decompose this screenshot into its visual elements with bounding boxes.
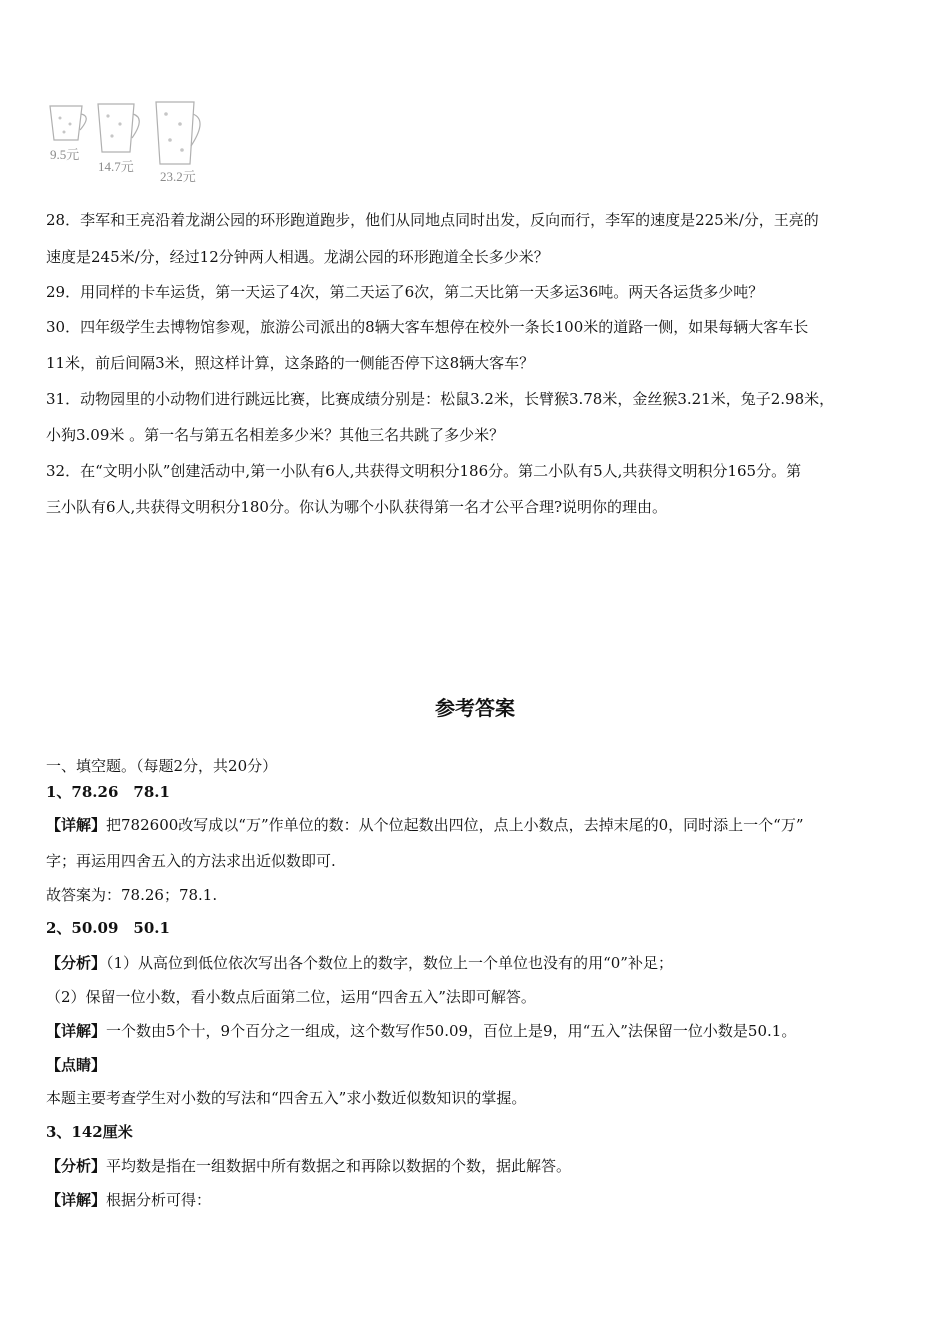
analysis-tag: 【分析】 — [46, 954, 107, 972]
answer-2-point-tag — [46, 1055, 106, 1075]
question-30-line-1: 30．四年级学生去博物馆参观，旅游公司派出的8辆大客车想停在校外一条长100米的道路一侧，如果每辆大客车长 — [46, 318, 809, 336]
detail-text: 一个数由5个十，9个百分之一组成，这个数写作50.09，百位上是9，用“五入”法保留一位小数是50.1。 — [106, 1022, 797, 1040]
analysis-text: （1）从高位到低位依次写出各个数位上的数字，数位上一个单位也没有的用“0”补足； — [106, 954, 673, 972]
cup-price-1: 9.5元 — [50, 147, 80, 162]
answer-2-point: 本题主要考查学生对小数的写法和“四舍五入”求小数近似数知识的掌握。 — [46, 1089, 527, 1107]
detail-tag: 【详解】 — [46, 816, 107, 834]
answer-1-value: 1、78.26 78.1 — [46, 783, 170, 801]
answer-2-analysis-line-2: （2）保留一位小数，看小数点后面第二位，运用“四舍五入”法即可解答。 — [46, 988, 536, 1006]
question-32-line-1: 32．在“文明小队”创建活动中,第一小队有6人,共获得文明积分186分。第二小队有5人,共获得文明积分165分。第 — [46, 462, 802, 480]
answer-3-analysis — [46, 1156, 571, 1176]
answers-title: 参考答案 — [435, 696, 515, 720]
cup-price-2: 14.7元 — [98, 159, 134, 174]
detail-tag: 【详解】 — [46, 1191, 107, 1209]
analysis-tag: 【分析】 — [46, 1157, 107, 1175]
point-tag: 【点睛】 — [46, 1056, 107, 1074]
question-31-line-1: 31．动物园里的小动物们进行跳远比赛，比赛成绩分别是：松鼠3.2米，长臂猴3.78米，金丝猴3.21米，兔子2.98米， — [46, 390, 835, 408]
answer-1-detail-line-2: 字；再运用四舍五入的方法求出近似数即可. — [46, 852, 336, 870]
cup-price-3: 23.2元 — [160, 169, 196, 184]
answer-2-value: 2、50.09 50.1 — [46, 919, 170, 937]
analysis-text: 平均数是指在一组数据中所有数据之和再除以数据的个数，据此解答。 — [106, 1157, 572, 1175]
answer-3-value: 3、142厘米 — [46, 1123, 133, 1141]
detail-text: 根据分析可得： — [106, 1191, 212, 1209]
answer-1-detail-line-1 — [46, 815, 804, 835]
answers-section-heading: 一、填空题。（每题2分，共20分） — [46, 757, 278, 775]
question-31-line-2: 小狗3.09米 。第一名与第五名相差多少米？其他三名共跳了多少米？ — [46, 426, 505, 444]
answer-1 — [46, 782, 170, 802]
question-28-line-1: 28．李军和王亮沿着龙湖公园的环形跑道跑步，他们从同地点同时出发，反向而行，李军的速度是225米/分，王亮的 — [46, 211, 819, 229]
question-28-line-2: 速度是245米/分，经过12分钟两人相遇。龙湖公园的环形跑道全长多少米？ — [46, 248, 549, 266]
answer-2 — [46, 918, 170, 938]
question-29: 29．用同样的卡车运货，第一天运了4次，第二天运了6次，第二天比第一天多运36吨。两天各运货多少吨？ — [46, 283, 764, 301]
question-32-line-2: 三小队有6人,共获得文明积分180分。你认为哪个小队获得第一名才公平合理?说明你的理由。 — [46, 498, 667, 516]
answer-2-detail — [46, 1021, 796, 1041]
detail-tag: 【详解】 — [46, 1022, 107, 1040]
answer-2-analysis-line-1 — [46, 953, 673, 973]
question-30-line-2: 11米，前后间隔3米，照这样计算，这条路的一侧能否停下这8辆大客车？ — [46, 354, 535, 372]
cups-illustration — [44, 96, 214, 184]
detail-text: 把782600改写成以“万”作单位的数：从个位起数出四位，点上小数点，去掉末尾的0，同时添上一个“万” — [106, 816, 804, 834]
answer-3-detail — [46, 1190, 211, 1210]
answer-1-conclusion: 故答案为：78.26；78.1. — [46, 886, 218, 904]
answer-3 — [46, 1122, 133, 1142]
